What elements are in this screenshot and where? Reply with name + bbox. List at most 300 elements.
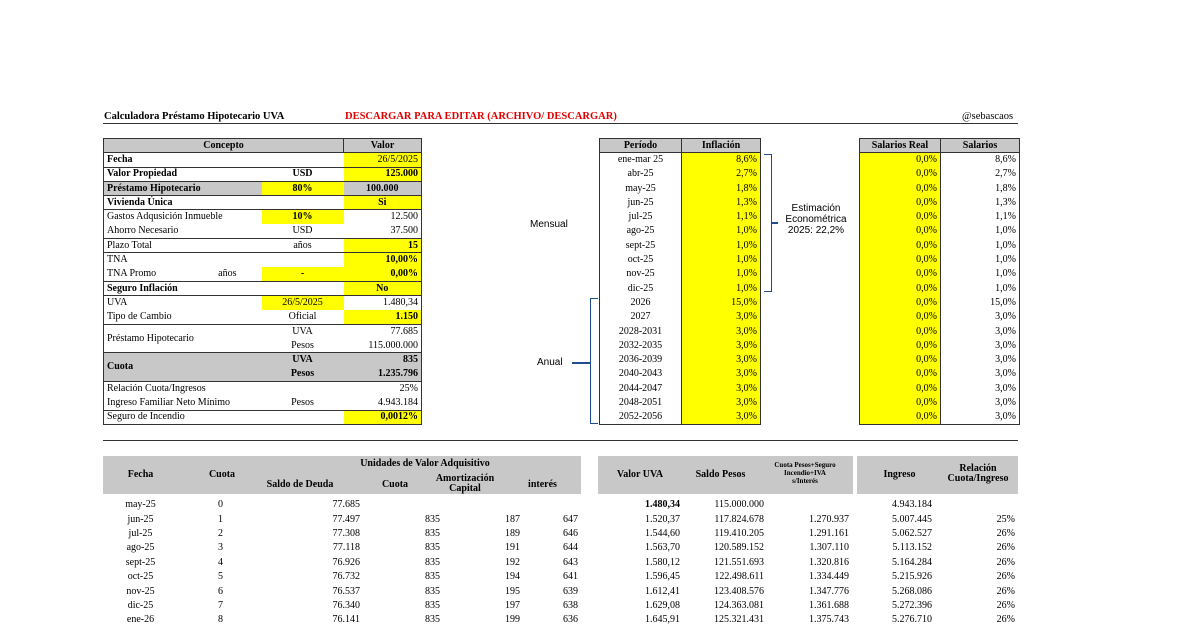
- row-ingreso: 5.113.152: [892, 542, 932, 554]
- row-saldo-deuda: 77.685: [332, 499, 360, 511]
- row-cuota-pesos: [767, 498, 852, 512]
- salarios-row: [860, 167, 1020, 181]
- salarios-row: [860, 396, 1020, 410]
- salarios-row: [860, 267, 1020, 281]
- row-cuota-number: 8: [218, 614, 223, 626]
- row-fecha: nov-25: [126, 585, 155, 597]
- salarios-value: 8,6%: [941, 153, 1020, 167]
- h-relacion: [938, 464, 1018, 484]
- inflation-row: [600, 410, 761, 424]
- seguro-incendio-label: Seguro de Incendio: [104, 410, 344, 424]
- row-fecha: jun-25: [127, 513, 154, 525]
- valor-propiedad-label: Valor Propiedad: [104, 167, 262, 181]
- row-amortizacion: 197: [505, 599, 520, 611]
- h-ingreso: Ingreso: [883, 469, 916, 480]
- ahorro-label: Ahorro Necesario: [104, 224, 262, 238]
- h-cuota-pesos-line-1: Cuota Pesos+Seguro: [774, 461, 836, 469]
- h-saldo-pesos: Saldo Pesos: [695, 469, 746, 480]
- inflation-period: sept-25: [600, 239, 682, 253]
- tna-value[interactable]: 10,00%: [344, 253, 422, 267]
- row-saldo-deuda: 77.308: [332, 527, 360, 539]
- inflation-period: may-25: [600, 181, 682, 195]
- row-relacion: 26%: [996, 556, 1015, 568]
- salarios-row: [860, 153, 1020, 167]
- salarios-real-value[interactable]: 0,0%: [860, 310, 941, 324]
- salarios-real-value[interactable]: 0,0%: [860, 382, 941, 396]
- row-relacion: 25%: [996, 513, 1015, 525]
- prestamo-value: 100.000: [344, 181, 422, 195]
- table-row: [103, 541, 1018, 555]
- row-amortizacion: 187: [505, 513, 520, 525]
- row-valor-uva: 1.563,70: [645, 542, 680, 554]
- row-cuota-pesos: 1.361.688: [809, 599, 849, 611]
- inflation-period: nov-25: [600, 267, 682, 281]
- row-saldo-deuda: 76.141: [332, 614, 360, 626]
- inflation-period: oct-25: [600, 253, 682, 267]
- row-cuota-number: 6: [218, 585, 223, 597]
- row-amortizacion: 191: [505, 542, 520, 554]
- inflation-value[interactable]: 1,0%: [682, 253, 761, 267]
- tipo-cambio-type: Oficial: [288, 310, 317, 322]
- row-cuota-uva: 835: [425, 527, 440, 539]
- monthly-brace: [764, 154, 772, 292]
- prestamo-hip-pesos-value: 115.000.000: [344, 339, 422, 353]
- prestamo-hip-pesos-unit: Pesos: [291, 339, 314, 351]
- inflation-value[interactable]: 1,0%: [682, 239, 761, 253]
- row-cuota-number: 3: [218, 542, 223, 554]
- row-valor-uva: 1.520,37: [645, 513, 680, 525]
- inflation-value[interactable]: 1,3%: [682, 196, 761, 210]
- header-divider: [103, 123, 1018, 124]
- inflation-value[interactable]: 8,6%: [682, 153, 761, 167]
- ahorro-unit: USD: [292, 225, 313, 237]
- row-interes: 641: [563, 571, 578, 583]
- row-amortizacion: 195: [505, 585, 520, 597]
- inflation-value[interactable]: 3,0%: [682, 382, 761, 396]
- estimacion-line-2: Econométrica: [785, 214, 847, 225]
- inflation-period: jun-25: [600, 196, 682, 210]
- ahorro-value: 37.500: [344, 224, 422, 238]
- salarios-real-value[interactable]: 0,0%: [860, 410, 941, 424]
- inflation-value[interactable]: 3,0%: [682, 324, 761, 338]
- inflation-period: 2044-2047: [600, 382, 682, 396]
- row-valor-uva: 1.612,41: [645, 585, 680, 597]
- row-saldo-deuda: 76.732: [332, 571, 360, 583]
- row-amortizacion: [443, 498, 523, 512]
- salarios-real-value[interactable]: 0,0%: [860, 181, 941, 195]
- salarios-real-value[interactable]: 0,0%: [860, 224, 941, 238]
- row-amortizacion: 199: [505, 614, 520, 626]
- tipo-cambio-label: Tipo de Cambio: [104, 310, 262, 324]
- salarios-row: [860, 253, 1020, 267]
- inflation-period: 2027: [600, 310, 682, 324]
- row-cuota-uva: [363, 498, 443, 512]
- salarios-value: 3,0%: [941, 310, 1020, 324]
- inflation-value[interactable]: 3,0%: [682, 339, 761, 353]
- row-valor-uva: 1.580,12: [645, 556, 680, 568]
- estimacion-line-3: 2025: 22,2%: [787, 225, 845, 236]
- calculator-title: Calculadora Préstamo Hipotecario UVA: [104, 111, 285, 122]
- row-relacion: 26%: [996, 585, 1015, 597]
- gastos-value: 12.500: [344, 210, 422, 224]
- row-saldo-pesos: 121.551.693: [714, 556, 764, 568]
- h-cuota-number: Cuota: [208, 469, 236, 480]
- row-ingreso: 5.062.527: [892, 527, 932, 539]
- table-row: [103, 584, 1018, 598]
- row-cuota-number: 0: [218, 499, 223, 511]
- h-relacion-line-2: Cuota/Ingreso: [947, 473, 1009, 484]
- row-relacion: 26%: [996, 571, 1015, 583]
- row-relacion: 26%: [996, 527, 1015, 539]
- uva-date[interactable]: 26/5/2025: [262, 296, 344, 310]
- salarios-row: [860, 181, 1020, 195]
- inflation-value[interactable]: 1,0%: [682, 224, 761, 238]
- inflation-period: ene-mar 25: [600, 153, 682, 167]
- cuota-uva-value: 835: [344, 353, 422, 367]
- prestamo-hip-uva-unit: UVA: [262, 324, 344, 338]
- h-uva-group: Unidades de Valor Adquisitivo: [360, 458, 490, 469]
- inflation-row: [600, 382, 761, 396]
- row-ingreso: 5.268.086: [892, 585, 932, 597]
- relacion-label: Relación Cuota/Ingresos: [104, 382, 344, 396]
- gastos-pct[interactable]: 10%: [262, 210, 344, 224]
- plazo-unit: años: [262, 239, 344, 253]
- inflation-row: [600, 324, 761, 338]
- inflation-value[interactable]: 3,0%: [682, 310, 761, 324]
- inflation-value[interactable]: 3,0%: [682, 410, 761, 424]
- uva-label: UVA: [104, 296, 262, 310]
- estimacion-note: [778, 203, 854, 236]
- h-relacion-line-1: Relación: [959, 463, 997, 474]
- inflation-row: [600, 353, 761, 367]
- row-ingreso: 5.215.926: [892, 571, 932, 583]
- row-cuota-uva: 835: [425, 542, 440, 554]
- anual-note: Anual: [537, 357, 563, 368]
- col-value-header: Valor: [344, 139, 422, 153]
- concept-table: [103, 138, 422, 425]
- row-fecha: sept-25: [125, 556, 156, 568]
- inflation-row: [600, 153, 761, 167]
- row-cuota-number: 2: [218, 527, 223, 539]
- estimacion-line-1: Estimación: [791, 203, 841, 214]
- salarios-real-value[interactable]: 0,0%: [860, 339, 941, 353]
- inflation-period: abr-25: [600, 167, 682, 181]
- inflation-value[interactable]: 1,0%: [682, 267, 761, 281]
- salarios-value: 3,0%: [941, 339, 1020, 353]
- inflation-value[interactable]: 3,0%: [682, 353, 761, 367]
- salarios-row: [860, 210, 1020, 224]
- table-row: [103, 613, 1018, 627]
- h-fecha: Fecha: [127, 469, 154, 480]
- amortization-table: [103, 498, 1018, 628]
- row-valor-uva: 1.596,45: [645, 571, 680, 583]
- salarios-value: 3,0%: [941, 382, 1020, 396]
- row-amortizacion: 192: [505, 556, 520, 568]
- cuota-pesos-unit: Pesos: [262, 367, 344, 381]
- tna-label: TNA: [104, 253, 344, 267]
- row-saldo-deuda: 76.340: [332, 599, 360, 611]
- inflation-period: 2026: [600, 296, 682, 310]
- plazo-value[interactable]: 15: [344, 239, 422, 253]
- row-cuota-number: 5: [218, 571, 223, 583]
- author-handle: @sebascaos: [962, 111, 1014, 122]
- row-ingreso: 5.276.710: [892, 614, 932, 626]
- tna-promo-years[interactable]: -: [262, 267, 344, 281]
- tna-promo-label: TNA Promo: [107, 268, 157, 280]
- salarios-real-value[interactable]: 0,0%: [860, 253, 941, 267]
- row-fecha: jul-25: [128, 527, 153, 539]
- row-cuota-pesos: 1.307.110: [809, 542, 849, 554]
- row-cuota-uva: 835: [425, 585, 440, 597]
- prestamo-pct[interactable]: 80%: [262, 181, 344, 195]
- salarios-value: 1,0%: [941, 253, 1020, 267]
- inflation-value[interactable]: 3,0%: [682, 367, 761, 381]
- salarios-value: 1,0%: [941, 267, 1020, 281]
- inflation-period: 2036-2039: [600, 353, 682, 367]
- inflation-period: jul-25: [600, 210, 682, 224]
- inflation-value[interactable]: 3,0%: [682, 396, 761, 410]
- salarios-row: [860, 324, 1020, 338]
- row-cuota-uva: 835: [425, 599, 440, 611]
- row-saldo-pesos: 117.824.678: [714, 513, 764, 525]
- row-ingreso: 5.164.284: [892, 556, 932, 568]
- col-inflation-header: Inflación: [682, 139, 761, 153]
- section-divider: [103, 440, 1018, 441]
- row-cuota-uva: 835: [425, 556, 440, 568]
- h-amortizacion-line-2: Capital: [449, 483, 481, 494]
- salarios-value: 3,0%: [941, 396, 1020, 410]
- inflation-row: [600, 267, 761, 281]
- tipo-cambio-value[interactable]: 1.150: [344, 310, 422, 324]
- salarios-row: [860, 367, 1020, 381]
- row-cuota-pesos: 1.347.776: [809, 585, 849, 597]
- h-cuota-uva: Cuota: [381, 479, 409, 490]
- monthly-brace-tick: [772, 222, 778, 224]
- salarios-row: [860, 224, 1020, 238]
- row-valor-uva: 1.629,08: [645, 599, 680, 611]
- download-link[interactable]: DESCARGAR PARA EDITAR (ARCHIVO/ DESCARGAR): [345, 111, 617, 122]
- row-amortizacion: 194: [505, 571, 520, 583]
- salarios-value: 3,0%: [941, 324, 1020, 338]
- inflation-table: [599, 138, 761, 425]
- inflation-row: [600, 239, 761, 253]
- tna-promo-cell: [104, 267, 262, 281]
- salarios-value: 3,0%: [941, 367, 1020, 381]
- salarios-real-value[interactable]: 0,0%: [860, 239, 941, 253]
- row-cuota-pesos: 1.291.161: [809, 527, 849, 539]
- prestamo-label: Préstamo Hipotecario: [104, 181, 262, 195]
- salarios-row: [860, 239, 1020, 253]
- salarios-row: [860, 339, 1020, 353]
- row-interes: [523, 498, 581, 512]
- vivienda-value[interactable]: Si: [344, 196, 422, 210]
- row-saldo-pesos: 115.000.000: [714, 499, 764, 511]
- row-interes: 646: [563, 527, 578, 539]
- row-interes: 639: [563, 585, 578, 597]
- row-saldo-pesos: 123.408.576: [714, 585, 764, 597]
- h-amortizacion: [420, 474, 510, 494]
- row-saldo-deuda: 76.926: [332, 556, 360, 568]
- inflation-value[interactable]: 1,8%: [682, 181, 761, 195]
- salarios-real-value[interactable]: 0,0%: [860, 281, 941, 295]
- inflation-row: [600, 196, 761, 210]
- inflation-row: [600, 210, 761, 224]
- salarios-value: 3,0%: [941, 353, 1020, 367]
- inflation-period: 2048-2051: [600, 396, 682, 410]
- salarios-value: 1,3%: [941, 196, 1020, 210]
- row-ingreso: 5.272.396: [892, 599, 932, 611]
- row-fecha: ago-25: [126, 542, 155, 554]
- row-relacion: 26%: [996, 599, 1015, 611]
- inflation-row: [600, 167, 761, 181]
- inflation-row: [600, 367, 761, 381]
- h-cuota-pesos-line-2: Incendio+IVA: [784, 469, 826, 477]
- row-cuota-pesos: 1.375.743: [809, 614, 849, 626]
- table-row: [103, 599, 1018, 613]
- row-valor-uva: 1.480,34: [645, 499, 680, 511]
- h-saldo-deuda: Saldo de Deuda: [266, 479, 334, 490]
- row-saldo-pesos: 119.410.205: [714, 527, 764, 539]
- row-interes: 647: [563, 513, 578, 525]
- inflation-period: ago-25: [600, 224, 682, 238]
- row-relacion: 26%: [996, 542, 1015, 554]
- salarios-value: 1,0%: [941, 239, 1020, 253]
- tna-promo-value[interactable]: 0,00%: [344, 267, 422, 281]
- row-valor-uva: 1.544,60: [645, 527, 680, 539]
- salarios-value: 1,0%: [941, 281, 1020, 295]
- inflation-row: [600, 339, 761, 353]
- relacion-value: 25%: [344, 382, 422, 396]
- salarios-table: [859, 138, 1020, 425]
- row-cuota-uva: 835: [425, 614, 440, 626]
- row-ingreso: 4.943.184: [892, 499, 932, 511]
- row-interes: 636: [563, 614, 578, 626]
- annual-brace-tick: [572, 362, 590, 364]
- inflation-row: [600, 296, 761, 310]
- row-cuota-pesos: 1.270.937: [809, 513, 849, 525]
- inflation-period: 2040-2043: [600, 367, 682, 381]
- salarios-row: [860, 382, 1020, 396]
- row-amortizacion: 189: [505, 527, 520, 539]
- salarios-real-value[interactable]: 0,0%: [860, 324, 941, 338]
- row-saldo-pesos: 120.589.152: [714, 542, 764, 554]
- plazo-label: Plazo Total: [104, 239, 262, 253]
- valor-propiedad-value[interactable]: 125.000: [344, 167, 422, 181]
- gastos-label: Gastos Adqusición Inmueble: [104, 210, 262, 224]
- inflation-value[interactable]: 1,0%: [682, 281, 761, 295]
- col-concept-header: Concepto: [104, 139, 344, 153]
- h-cuota-pesos-line-3: s/Interés: [792, 477, 818, 485]
- h-cuota-pesos: [760, 461, 850, 485]
- inflation-period: 2032-2035: [600, 339, 682, 353]
- row-saldo-pesos: 125.321.431: [714, 614, 764, 626]
- table-row: [103, 527, 1018, 541]
- row-saldo-pesos: 122.498.611: [714, 571, 764, 583]
- row-fecha: may-25: [125, 499, 156, 511]
- row-cuota-number: 7: [218, 599, 223, 611]
- row-valor-uva: 1.645,91: [645, 614, 680, 626]
- seguro-inflacion-value[interactable]: No: [344, 281, 422, 295]
- salarios-row: [860, 196, 1020, 210]
- row-cuota-pesos: 1.334.449: [809, 571, 849, 583]
- row-cuota-uva: 835: [425, 571, 440, 583]
- fecha-label: Fecha: [104, 153, 344, 167]
- mensual-note: Mensual: [530, 219, 568, 230]
- salarios-real-value[interactable]: 0,0%: [860, 396, 941, 410]
- row-cuota-number: 4: [218, 556, 223, 568]
- salarios-real-value[interactable]: 0,0%: [860, 367, 941, 381]
- salarios-row: [860, 310, 1020, 324]
- row-saldo-deuda: 76.537: [332, 585, 360, 597]
- row-saldo-deuda: 77.118: [332, 542, 360, 554]
- salarios-value: 2,7%: [941, 167, 1020, 181]
- cuota-uva-unit: UVA: [262, 353, 344, 367]
- inflation-period: 2028-2031: [600, 324, 682, 338]
- uva-value: 1.480,34: [344, 296, 422, 310]
- seguro-inflacion-label: Seguro Inflación: [104, 281, 344, 295]
- row-interes: 643: [563, 556, 578, 568]
- salarios-value: 15,0%: [941, 296, 1020, 310]
- col-period-header: Período: [600, 139, 682, 153]
- salarios-value: 3,0%: [941, 410, 1020, 424]
- row-interes: 638: [563, 599, 578, 611]
- inflation-row: [600, 253, 761, 267]
- inflation-row: [600, 310, 761, 324]
- salarios-value: 1,1%: [941, 210, 1020, 224]
- inflation-value[interactable]: 2,7%: [682, 167, 761, 181]
- h-valor-uva: Valor UVA: [616, 469, 664, 480]
- inflation-period: dic-25: [600, 281, 682, 295]
- row-fecha: oct-25: [127, 571, 154, 583]
- inflation-row: [600, 281, 761, 295]
- vivienda-label: Vivienda Única: [104, 196, 344, 210]
- salarios-row: [860, 410, 1020, 424]
- row-interes: 644: [563, 542, 578, 554]
- row-fecha: dic-25: [127, 599, 154, 611]
- valor-propiedad-unit: USD: [262, 167, 344, 181]
- salarios-value: 1,0%: [941, 224, 1020, 238]
- annual-brace: [590, 298, 598, 424]
- ingreso-value: 4.943.184: [344, 396, 422, 410]
- salarios-real-value[interactable]: 0,0%: [860, 196, 941, 210]
- table-row: [103, 512, 1018, 526]
- salarios-real-value[interactable]: 0,0%: [860, 353, 941, 367]
- row-relacion: 26%: [996, 614, 1015, 626]
- inflation-value[interactable]: 15,0%: [682, 296, 761, 310]
- row-relacion: [935, 498, 1018, 512]
- fecha-value[interactable]: 26/5/2025: [344, 153, 422, 167]
- table-row: [103, 498, 1018, 512]
- salarios-real-value[interactable]: 0,0%: [860, 267, 941, 281]
- seguro-incendio-value[interactable]: 0,0012%: [344, 410, 422, 424]
- prestamo-hip-uva-value: 77.685: [344, 324, 422, 338]
- inflation-value[interactable]: 1,1%: [682, 210, 761, 224]
- row-cuota-pesos: 1.320.816: [809, 556, 849, 568]
- salarios-real-value[interactable]: 0,0%: [860, 153, 941, 167]
- salarios-real-value[interactable]: 0,0%: [860, 296, 941, 310]
- salarios-real-value[interactable]: 0,0%: [860, 210, 941, 224]
- table-row: [103, 556, 1018, 570]
- salarios-row: [860, 296, 1020, 310]
- ingreso-unit: Pesos: [291, 396, 314, 408]
- salarios-row: [860, 281, 1020, 295]
- salarios-real-value[interactable]: 0,0%: [860, 167, 941, 181]
- row-cuota-number: 1: [218, 513, 223, 525]
- row-saldo-deuda: 77.497: [332, 513, 360, 525]
- cuota-label: Cuota: [104, 353, 262, 382]
- inflation-period: 2052-2056: [600, 410, 682, 424]
- ingreso-label: Ingreso Familiar Neto Mínimo: [104, 396, 262, 410]
